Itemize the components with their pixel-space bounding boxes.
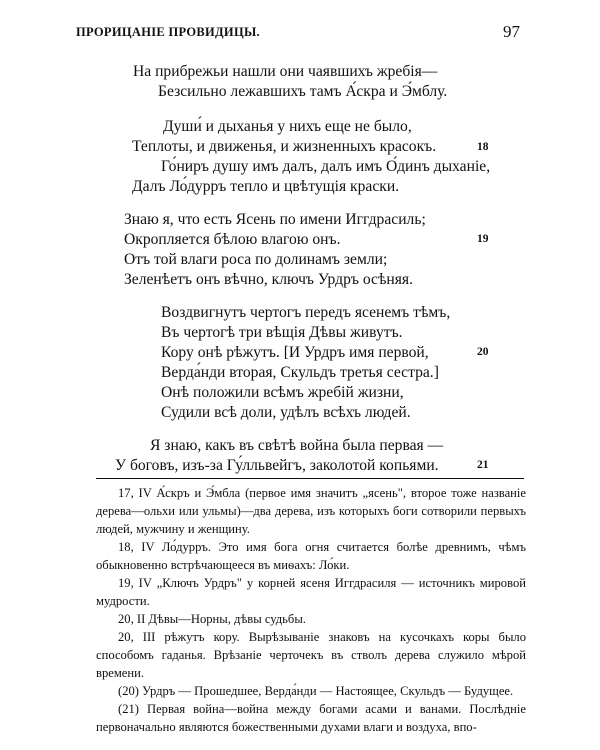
verse-line: Верда́нди вторая, Скульдъ третья сестра.]	[161, 364, 439, 381]
verse-line: У боговъ, изъ-за Гу́лльвейгъ, заколотой копьями.	[115, 457, 439, 474]
verse-line: Воздвигнутъ чертогъ передъ ясенемъ тѣмъ,	[161, 304, 451, 321]
footnote: 19, IV „Ключъ Урдръ" у корней ясеня Иггдрасиля — источникъ мировой мудрости.	[96, 576, 526, 608]
verse-line: Зеленѣетъ онъ вѣчно, ключъ Урдръ осѣняя.	[124, 271, 413, 288]
footnote: 20, II Дѣвы—Норны, дѣвы судьбы.	[118, 612, 306, 626]
footnote: 17, IV А́скръ и Э́мбла (первое имя значитъ „ясень", второе тоже названіе дерева—ольхи или ульмы)—два дерева, изъ которыхъ боги сотворили первыхъ людей, мужчину и женщину.	[96, 486, 526, 536]
verse-line: Души́ и дыханья у нихъ еще не было,	[163, 118, 412, 135]
verse-line: Отъ той влаги роса по долинамъ земли;	[124, 251, 388, 268]
verse-line: Въ чертогѣ три вѣщія Дѣвы живутъ.	[161, 324, 403, 341]
footnote: (20) Урдръ — Прошедшее, Верда́нди — Настоящее, Скульдъ — Будущее.	[118, 684, 514, 698]
page-header	[76, 22, 520, 46]
stanza-number: 20	[477, 346, 489, 358]
footnote: 18, IV Ло́дурръ. Это имя бога огня считается болѣе древнимъ, чѣмъ обыкновенно встрѣчающееся въ миѳахъ: Ло́ки.	[96, 540, 526, 572]
verse-line: Я знаю, какъ въ свѣтѣ война была первая —	[150, 437, 444, 454]
page-number: 97	[503, 22, 520, 41]
footnote: 20, III рѣжутъ кору. Вырѣзываніе знаковъ на кусочкахъ коры было способомъ гаданья. Врѣзаніе черточекъ въ стволъ дерева служило мѣрой времени.	[96, 630, 526, 680]
footnotes	[96, 484, 526, 736]
verse-line: Онѣ положили всѣмъ жребій жизни,	[161, 384, 404, 401]
footnote: (21) Первая война—война между богами асами и ванами. Послѣдніе первоначально являются божественными духами влаги и воздуха, впо-	[96, 702, 526, 734]
verse-line: Теплоты, и движенья, и жизненныхъ красокъ.	[132, 138, 437, 155]
verse-line: Безсильно лежавшихъ тамъ А́скра и Э́мблу.	[158, 83, 448, 100]
verse-line: Знаю я, что есть Ясень по имени Иггдрасиль;	[124, 211, 426, 228]
running-head: ПРОРИЦАНІЕ ПРОВИДИЦЫ.	[76, 25, 260, 39]
verse-line: Окропляется бѣлою влагою онъ.	[124, 231, 341, 248]
footnote-divider	[96, 478, 524, 479]
verse-line: На прибрежьи нашли они чаявшихъ жребія—	[133, 63, 438, 80]
verse-line: Го́ниръ душу имъ далъ, далъ имъ О́динъ дыханіе,	[161, 158, 491, 175]
stanza-number: 18	[477, 141, 489, 153]
verse-line: Судили всѣ доли, удѣлъ всѣхъ людей.	[161, 404, 411, 421]
stanza-number: 19	[477, 233, 489, 245]
verse-line: Далъ Ло́дурръ тепло и цвѣтущія краски.	[132, 178, 400, 195]
stanza-number: 21	[477, 459, 489, 471]
verse-line: Кору онѣ рѣжутъ. [И Урдръ имя первой,	[161, 344, 429, 361]
